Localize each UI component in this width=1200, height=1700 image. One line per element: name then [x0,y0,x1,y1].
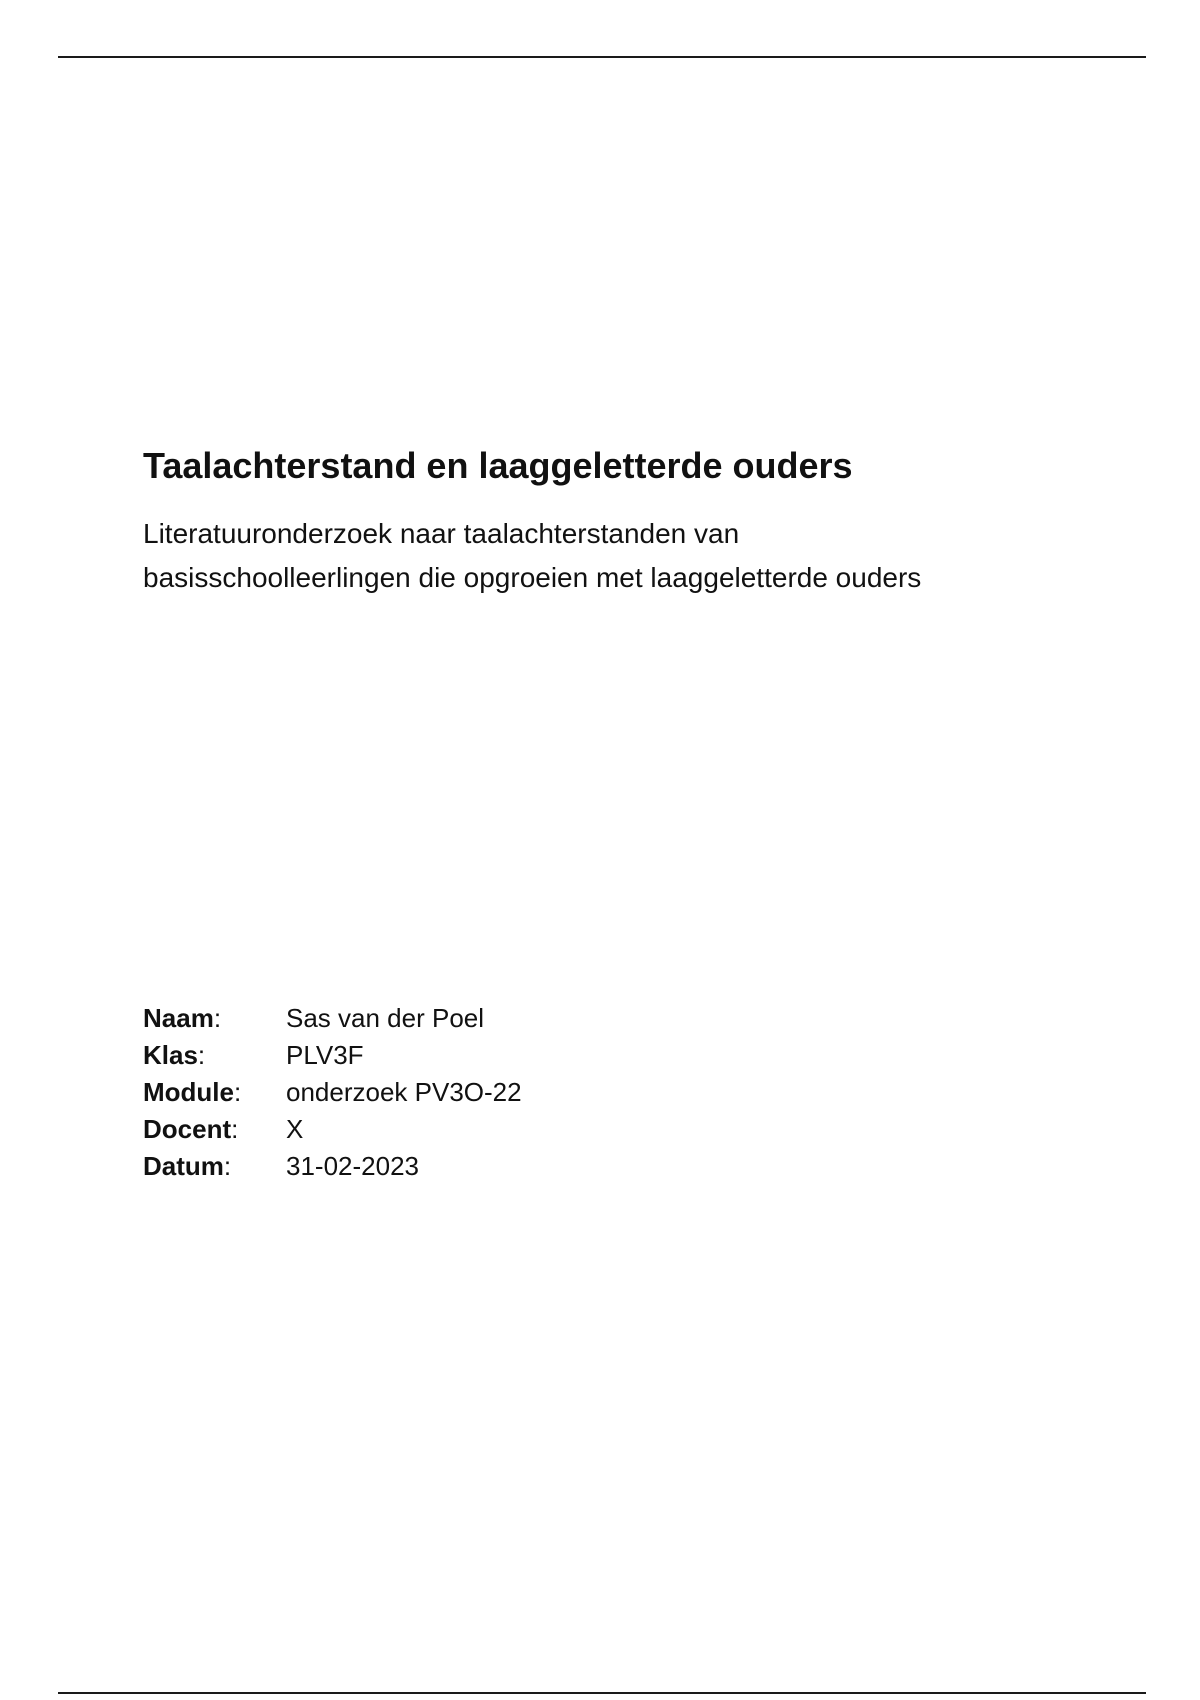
detail-value: 31-02-2023 [286,1151,419,1181]
subtitle-line: basisschoolleerlingen die opgroeien met laaggeletterde ouders [143,562,922,593]
detail-value: X [286,1114,304,1144]
header-rule [58,56,1146,58]
detail-row-datum: Datum: 31-02-2023 [143,1148,522,1185]
footer-rule [58,1692,1146,1694]
detail-value: PLV3F [286,1040,364,1070]
detail-label: Datum [143,1151,224,1181]
detail-row-naam: Naam: Sas van der Poel [143,1000,522,1037]
detail-row-klas: Klas: PLV3F [143,1037,522,1074]
subtitle-line: Literatuuronderzoek naar taalachterstanden van [143,518,740,549]
detail-value: Sas van der Poel [286,1003,485,1033]
detail-row-module: Module: onderzoek PV3O-22 [143,1074,522,1111]
document-title: Taalachterstand en laaggeletterde ouders [143,445,853,486]
detail-label: Module [143,1077,234,1107]
detail-row-docent: Docent: X [143,1111,522,1148]
detail-label: Naam [143,1003,214,1033]
document-details [143,1000,522,1185]
detail-label: Docent [143,1114,232,1144]
detail-value: onderzoek PV3O-22 [286,1077,522,1107]
document-subtitle [143,512,1123,600]
detail-label: Klas [143,1040,198,1070]
